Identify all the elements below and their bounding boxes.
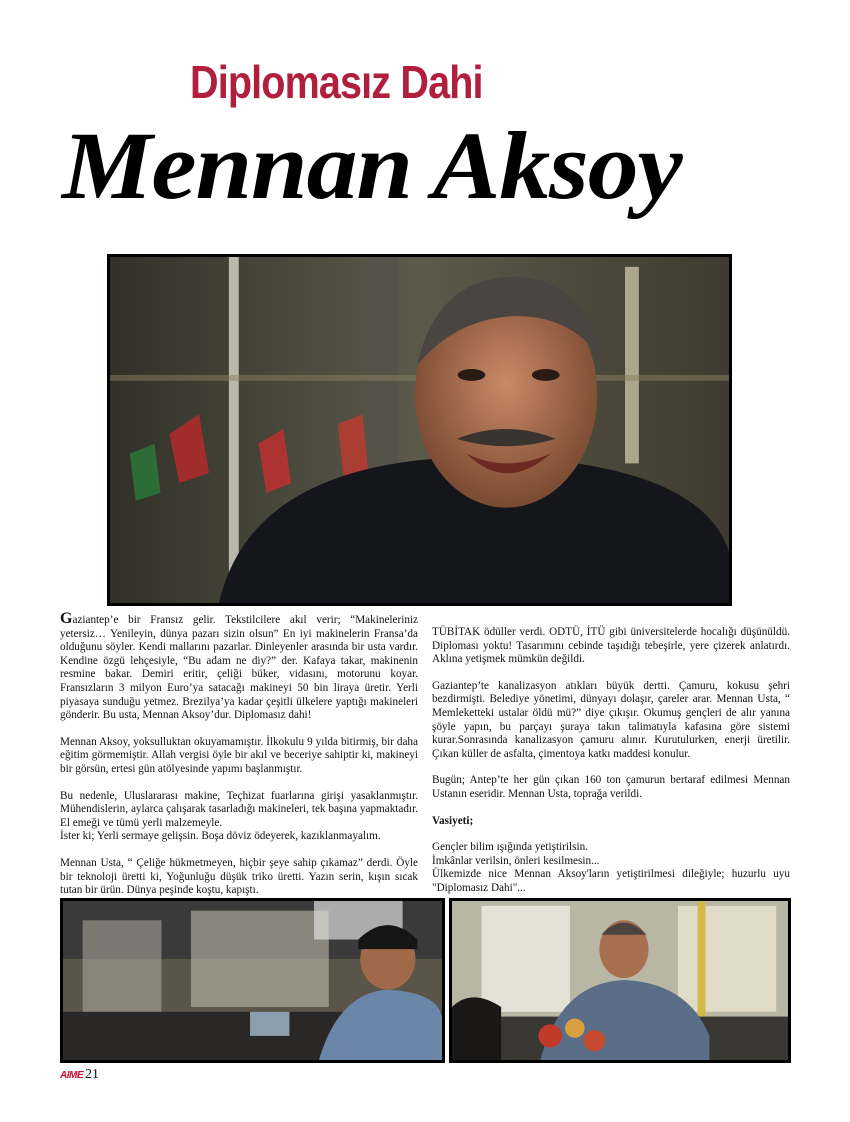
- page-number: 21: [85, 1067, 99, 1082]
- magazine-logo: AIME: [60, 1069, 83, 1081]
- paragraph: Mennan Usta, “ Çeliğe hükmetmeyen, hiçbir şeye sahip çıkamaz” derdi. Öyle bir teknoloji üretti ki, Yoğunluğu düşük triko üretti. Yazın serin, kışın sıcak tutan bir ürün. Dünya peşinde koştu, kapıştı.: [60, 856, 418, 897]
- paragraph: Gençler bilim ışığında yetiştirilsin. İmkânlar verilsin, önleri kesilmesin... Ülkemizde nice Mennan Aksoy'ların yetiştirilmesi dileğiyle; huzurlu uyu "Diplomasız Dahi"...: [432, 841, 790, 894]
- paragraph: Gaziantep’te kanalizasyon atıkları büyük dertti. Çamuru, kokusu şehri bezdirmişti. Belediye yönetimi, dünyayı dolaşır, çareler arar. Mennan Usta, “ Memleketteki ustalar öldü mü?” diye çıkışır. Okumuş gençleri de alır yanına şöyle yapın, bu parçayı şuraya takın talimatıyla kafasına göre sistemi kurar.Sonrasında kanalizasyon çamuru alınır. Kurutulurken, enerji üretilir. Çıkan küller de asfalta, çimentoya katkı maddesi konulur.: [432, 679, 790, 760]
- section-heading: Vasiyeti;: [432, 814, 474, 827]
- paragraph: Bu nedenle, Uluslararası makine, Teçhizat fuarlarına girişi yasaklanmıştır. Mühendislerin, aylarca çalışarak tasarladığı makineleri, tek başına yapmaktadır. El emeği ve tümü yerli malzemeyle. İster ki; Yerli sermaye gelişsin. Boşa döviz ödeyerek, kazıklanmayalım.: [60, 789, 418, 843]
- article-column-right: [432, 626, 790, 909]
- workshop-photo-left: [60, 898, 445, 1063]
- page-footer: [60, 1067, 99, 1083]
- drop-cap: G: [60, 610, 73, 627]
- workshop-photo-right: [449, 898, 791, 1063]
- paragraph: TÜBİTAK ödüller verdi. ODTÜ, İTÜ gibi üniversitelerde hocalığı düşünüldü. Diploması yoktu! Tasarımını cebinde taşıdığı tebeşirle, yere çizerek anlatırdı. Aklına yetişmek mümkün değildi.: [432, 626, 790, 666]
- main-portrait-photo: [107, 254, 732, 606]
- article-title: Mennan Aksoy: [62, 112, 682, 219]
- paragraph: Bugün; Antep’te her gün çıkan 160 ton çamurun bertaraf edilmesi Mennan Ustanın eseridir. Mennan Usta, toprağa verildi.: [432, 774, 790, 800]
- paragraph: Mennan Aksoy, yoksulluktan okuyamamıştır. İlkokulu 9 yılda bitirmiş, bir daha eğitim görmemiştir. Allah vergisi öyle bir akıl ve beceriye sahiptir ki, makineyi bir görsün, ertesi gün atölyesinde yapımı başlanmıştır.: [60, 735, 418, 775]
- paragraph-text: aziantep’e bir Fransız gelir. Tekstilcilere akıl verir; “Makineleriniz yetersiz… Yenileyin, dünya pazarı sizin olsun” En iyi makinelerin Fransa’da olduğunu söyler. Kendi mallarını pazarlar. Dinleyenler arasında bir usta vardır. Kendine özgü lehçesiyle, “Bu adam ne diy?” der. Kafaya takar, makinenin resmine bakar. Demiri eritir, çeliği büker, vidasını, motorunu koyar. Fransızların 3 milyon Euro’ya satacağı makineyi 50 bin liraya üretir. Yerli piyasaya sunduğu yetmez. Brezilya’ya kadar çeşitli ülkelere yaptığı makineleri gönderir. Bu usta, Mennan Aksoy’dur. Diplomasız dahi!: [60, 614, 418, 722]
- article-kicker: Diplomasız Dahi: [190, 56, 483, 108]
- paragraph: [60, 612, 418, 723]
- article-column-left: [60, 612, 418, 911]
